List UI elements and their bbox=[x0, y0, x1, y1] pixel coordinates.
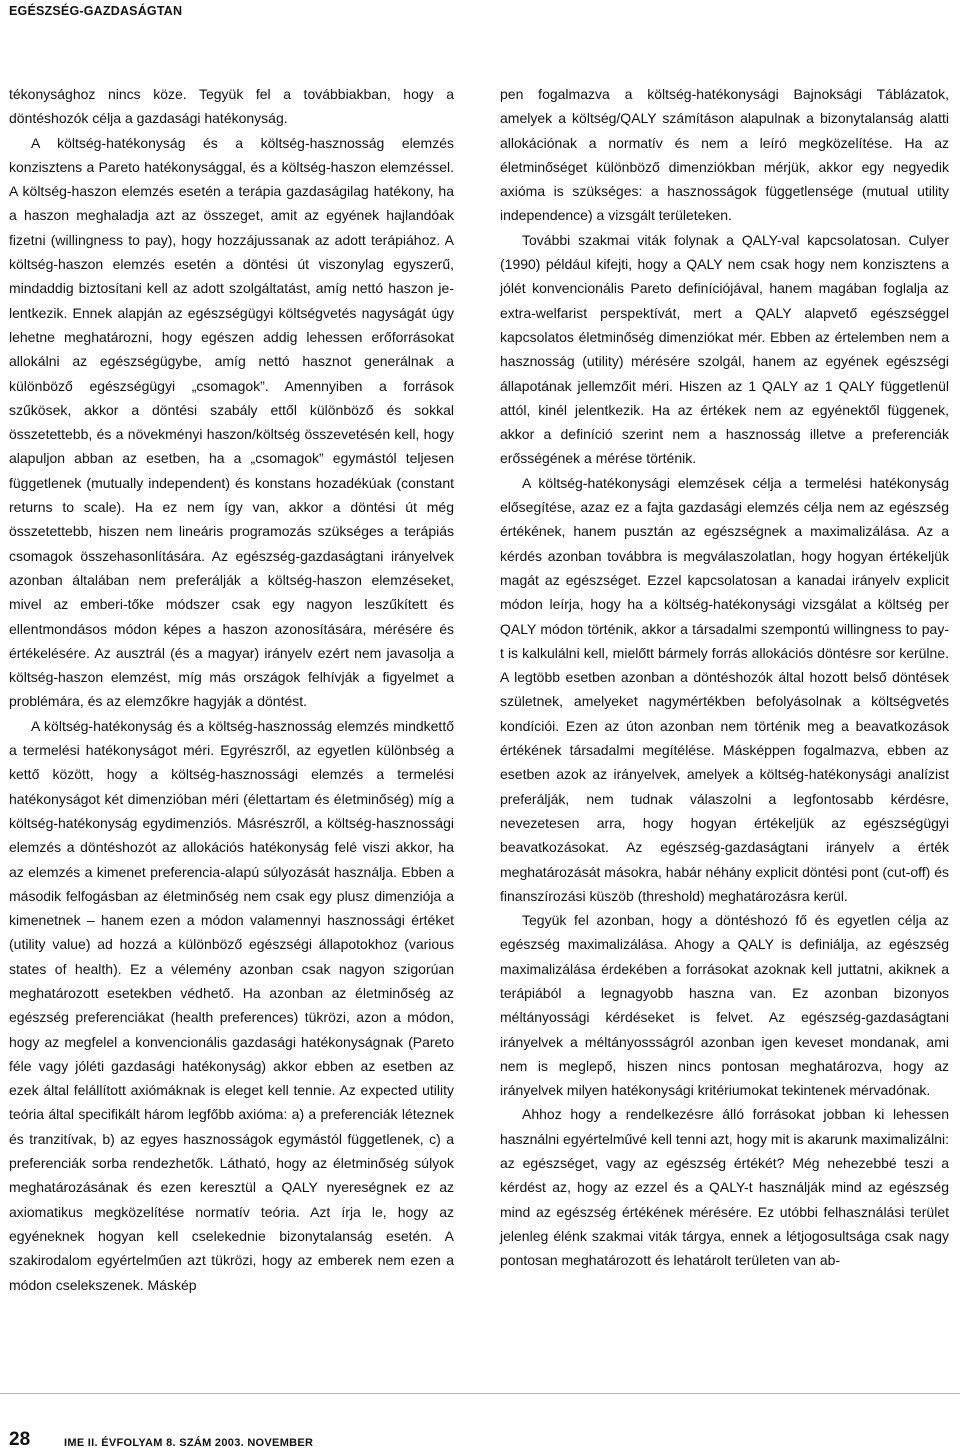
paragraph: A költség-hatékonyság és a költség-hasznosság elemzés mindkettő a termelési hatékonyságot méri. Egyrészről, az egyetlen különbség a kettő között, hogy a költség-hasznossági elemzés a termelési hatékonyságot két dimenzióban méri (élettartam és életminőség) míg a költség-hatékonyság egydimenziós. Másrészről, a költség-hasznossági elemzés a döntéshozót az allokációs hatékonyság felé viszi akkor, ha az elemzés a kimenet preferencia-alapú súlyozását használja. Ebben a második felfogásban az életminőség nem csak egy plusz dimenziója a kimenetnek – hanem ezen a módon valamennyi hasznossági értéket (utility value) ad hozzá a különböző egészségi állapotokhoz (various states of health). Ez a vélemény azonban csak nagyon szigorúan meghatározott esetekben védhető. Ha azonban az életminőség az egészség preferenciákat (health preferences) tükrözi, azon a módon, hogy az megfelel a konvencionális gazdasági hatékonyságnak (Pareto féle vagy jóléti gazdasági hatékonyság) akkor ebben az esetben az ezek által felállított axiómáknak is eleget kell tennie. Az expected utility teória által specifikált három legfőbb axióma: a) a preferenciák léteznek és tranzitívak, b) az egyes hasznosságok egymástól függetlenek, c) a preferenciák sorba rendezhetők. Látható, hogy az életminőség súlyok meghatározásának és ezen keresztül a QALY nyereségnek ez az axiomatikus megközelítése normatív teória. Azt írja le, hogy az egyéneknek hogyan kell cselekednie bizonytalanság esetén. A szakirodalom egyértelműen azt tükrözi, hogy az emberek nem ezen a módon cselekszenek. Máskép bbox=[9, 717, 454, 1293]
paragraph: További szakmai viták folynak a QALY-val kapcsolatosan. Culyer (1990) például kifejti, hogy a QALY nem csak hogy nem konzisztens a jólét konvencionális Pareto definíciójával, hanem magában foglalja az extra-welfarist perspektívát, mert a QALY alapvető egészséggel kapcsolatos életminőség dimenziókat mér. Ebben az értelemben nem a hasznosság (utility) mérésére szolgál, hanem az egyének egészségi állapotának jellemzőit méri. Hiszen az 1 QALY az 1 QALY függetlenül attól, kinél jelentkezik. Ha az értékek nem az egyénektől függenek, akkor a definíció szerint nem a hasznosság illetve a preferenciák erősségének a mérése történik. bbox=[500, 231, 949, 467]
page-footer bbox=[0, 1393, 960, 1451]
footer-divider bbox=[0, 1393, 960, 1394]
paragraph: tékonysághoz nincs köze. Tegyük fel a továbbiakban, hogy a döntéshozók célja a gazdasági hatékonyság. bbox=[9, 86, 454, 127]
paragraph: A költség-hatékonysági elemzések célja a termelési hatékonyság elősegítése, azaz ez a fajta gazdasági elemzés célja nem az egészség értékének, hanem pusztán az egészségnek a maximalizálása. Az a kérdés azonban továbbra is megválaszolatlan, hogy hogyan értékeljük magát az egészséget. Ezzel kapcsolatosan a kanadai irányelv explicit módon leírja, hogy ha a költség-hatékonysági vizsgálat a költség per QALY módon történik, akkor a társadalmi szempontú willingness to pay-t is kalkulálni kell, mielőtt bármely forrás allokációs döntésre sor kerülne. A legtöbb esetben azonban a döntéshozók által hozott belső döntések születnek, amelyeket nagymértékben befolyásolnak a költségvetés kondíciói. Ezen az úton azonban nem történik meg a beavatkozások értékének társadalmi megítélése. Másképpen fogalmazva, ebben az esetben azok az irányelvek, amelyek a költség-hatékonysági analízist preferálják, nem tudnak válaszolni a legfontosabb kérdésre, nevezetesen arra, hogy hogyan értékeljük az egészségügyi beavatkozásokat. Az egészség-gazdaságtani irányelv a érték meghatározását másokra, habár néhány explicit döntési pont (cut-off) és finanszírozási küszöb (threshold) meghatározásra kerül. bbox=[500, 474, 949, 904]
section-header: EGÉSZSÉG-GAZDASÁGTAN bbox=[9, 4, 183, 18]
paragraph: pen fogalmazva a költség-hatékonysági Bajnoksági Táblázatok, amelyek a költség/QALY számításon alapulnak a bizonytalanság alatti allokációnak a normatív és nem a leíró megközelítése. Ha az életminőséget különböző dimenziókban mérjük, akkor egy negyedik axióma is szükséges: a hasznosságok függetlensége (mutual utility independence) a vizsgált területeken. bbox=[500, 86, 949, 224]
page-number: 28 bbox=[9, 1429, 31, 1450]
right-column bbox=[500, 82, 949, 1273]
paragraph: Tegyük fel azonban, hogy a döntéshozó fő és egyetlen célja az egészség maximalizálása. Ahogy a QALY is definiálja, az egészség maximalizálása érdekében a forrásokat azoknak kell juttatni, akiknek a terápiából a legnagyobb haszna van. Ez azonban bizonyos méltányossági kérdéseket is felvet. Az egészség-gazdaságtani irányelvek a méltányossságról azonban igen keveset mondanak, ami nem is meglepő, hiszen nincs pontosan meghatározva, hogy az irányelvek milyen hatékonysági kritériumokat tekintenek mérvadónak. bbox=[500, 912, 949, 1099]
left-column bbox=[9, 82, 454, 1297]
journal-info: IME II. ÉVFOLYAM 8. SZÁM 2003. NOVEMBER bbox=[64, 1437, 314, 1449]
paragraph: A költség-hatékonyság és a költség-hasznosság elemzés konzisztens a Pareto hatékonysággal, és a költség-haszon elemzéssel. A költség-haszon elemzés esetén a terápia gazdaságilag hatékony, ha a haszon meghaladja azt az összeget, amit az egyének hajlandóak fizetni (willingness to pay), hogy hozzájussanak az adott terápiához. A költség-haszon elemzés esetén a döntési út viszonylag egyszerű, mindaddig biztosítani kell az adott szolgáltatást, amíg nettó haszon jelentkezik. Ennek alapján az egészségügyi költségvetés nagyságát úgy lehetne meghatározni, hogy egészen addig lehessen erőforrásokat allokálni az egészségügybe, amíg nettó hasznot generálnak a különböző egészségügyi „csomagok”. Amennyiben a források szűkösek, akkor a döntési szabály ettől különböző és sokkal összetettebb, és a növekményi haszon/költség összevetésén kell, hogy alapuljon abban az esetben, ha a „csomagok” egymástól teljesen függetlenek (mutually independent) és konstans hozadékúak (constant returns to scale). Ha ez nem így van, akkor a döntési út még összetettebb, hiszen nem lineáris programozás szükséges a terápiás csomagok összehasonlítására. Az egészség-gazdaságtani irányelvek azonban általában nem preferálják a költség-haszon elemzéseket, mivel az emberi-tőke módszer csak egy nagyon leszűkített és ellentmondásos módon képes a haszon azonosítására, mérésére és értékelésére. Az ausztrál (és a magyar) irányelv ezért nem javasolja a költség-haszon elemzést, míg más országok felhívják a figyelmet a problémára, és az elemzőkre hagyják a döntést. bbox=[9, 134, 454, 710]
paragraph: Ahhoz hogy a rendelkezésre álló forrásokat jobban ki lehessen használni egyértelművé kell tenni azt, hogy mit is akarunk maximalizálni: az egészséget, vagy az egészség értékét? Még nehezebbé teszi a kérdést az, hogy az ezzel és a QALY-t használják mind az egészség mind az egészség értékének mérésére. Ez utóbbi felhasználási terület jelenleg élénk szakmai viták tárgya, ennek a létjogosultsága csak nagy pontosan meghatározott és lehatárolt területen van ab- bbox=[500, 1106, 949, 1269]
